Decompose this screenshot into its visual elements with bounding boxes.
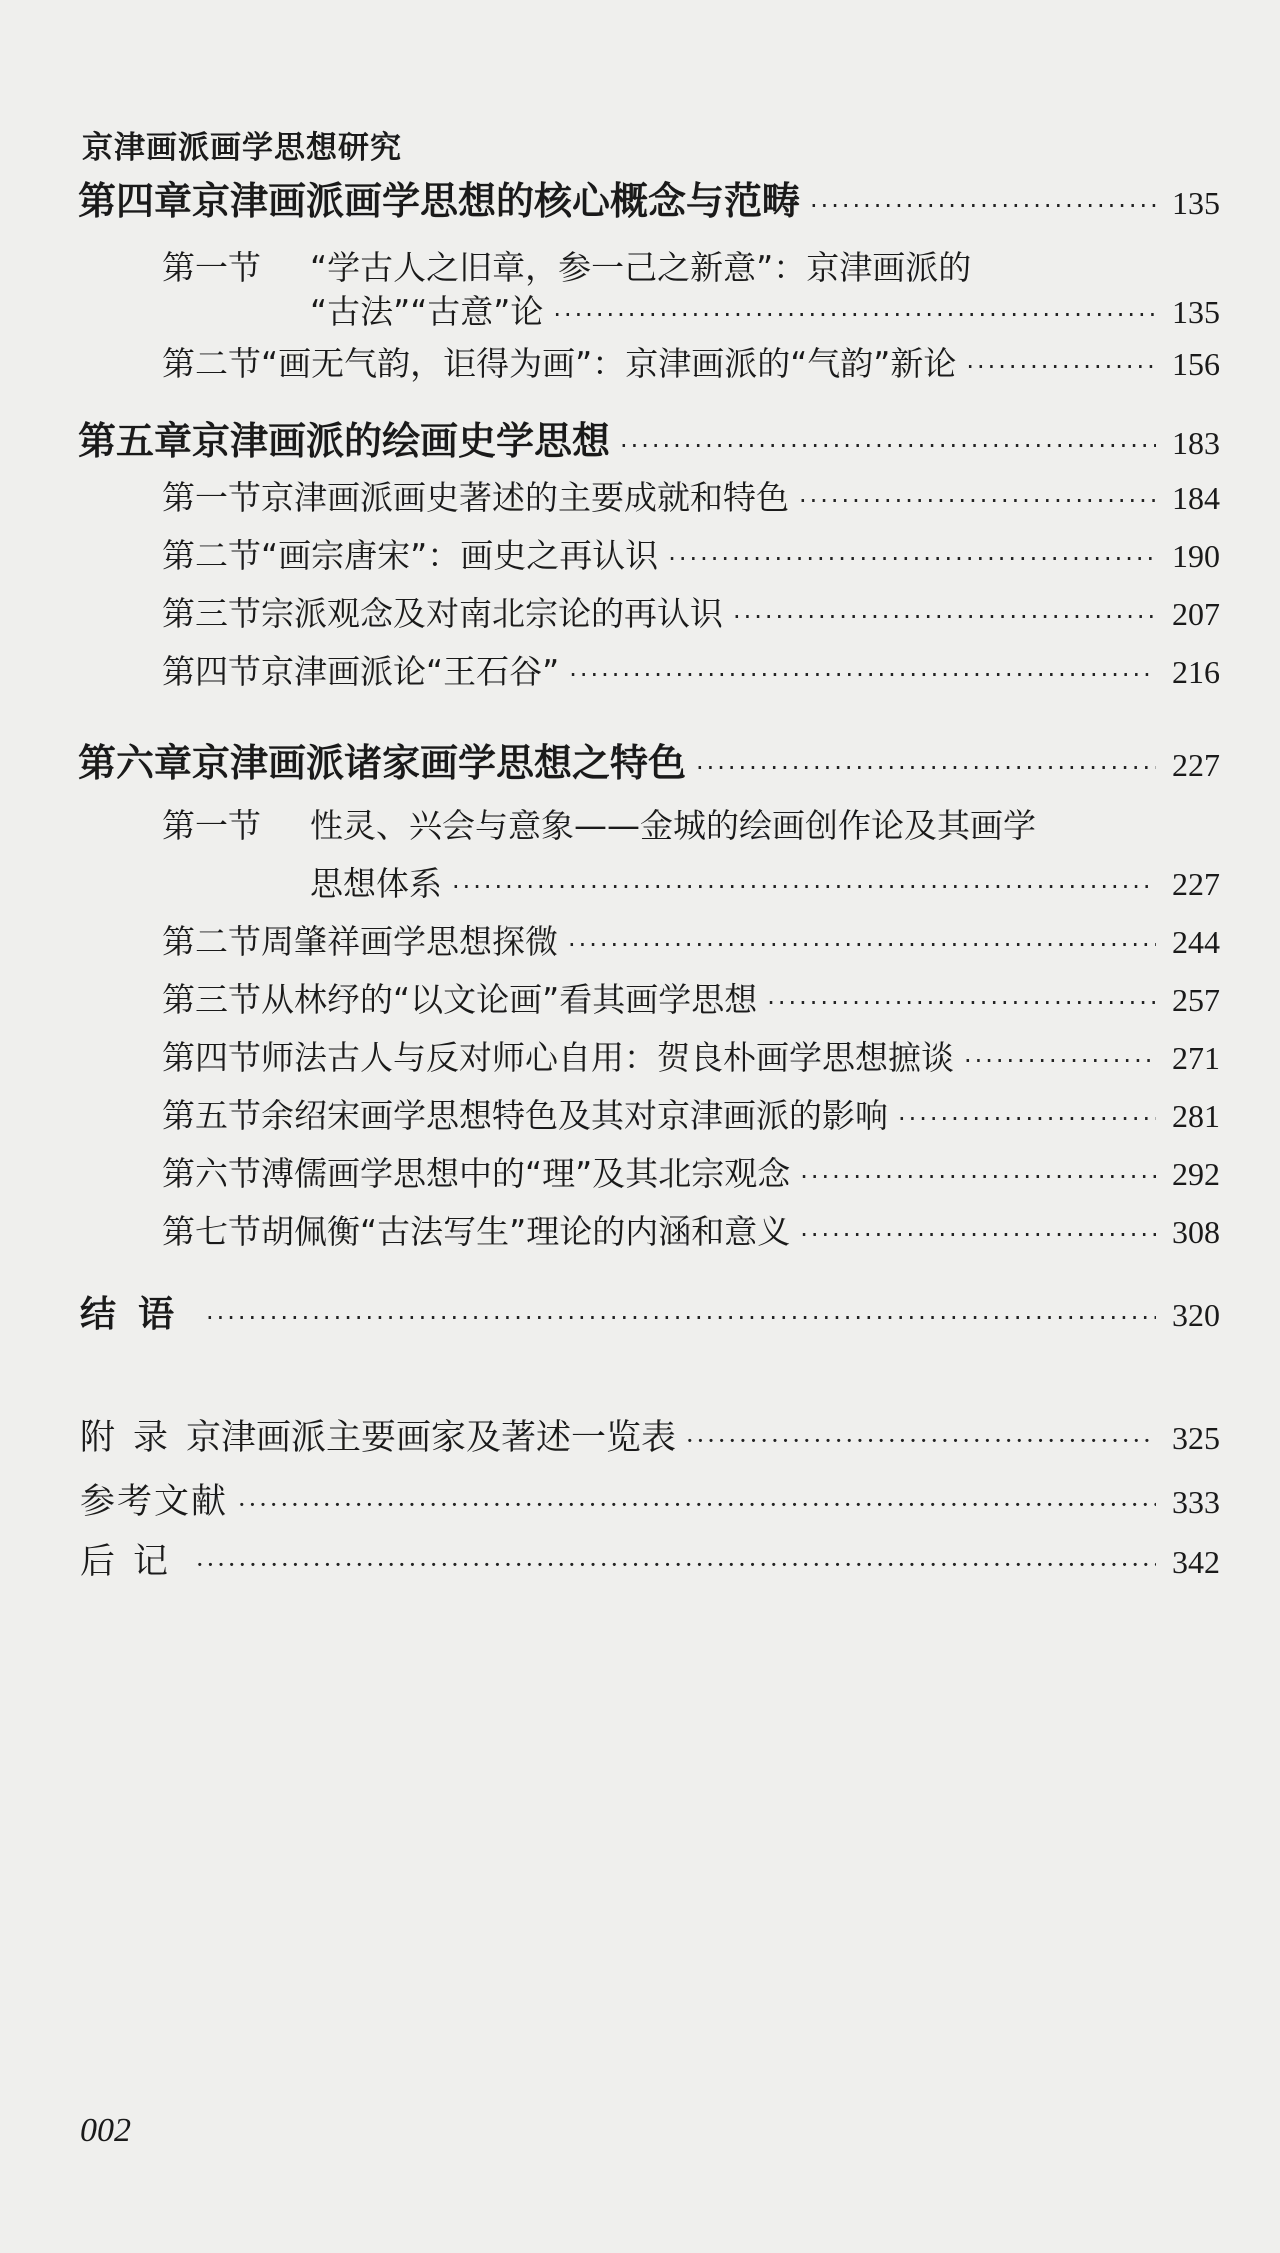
leader-dots [668,545,1156,573]
page-number: 227 [1172,866,1220,902]
section-label: 第三节 [162,980,261,1019]
postscript-label: 后记 [80,1542,187,1582]
section-label: 第二节 [162,922,261,961]
toc-chapter-4[interactable] [78,170,1220,225]
toc-section-6-1-cont[interactable] [310,858,1220,905]
toc-section-4-2[interactable] [162,338,1220,385]
chapter-title: 京津画派的绘画史学思想 [192,419,611,463]
section-title: 宗派观念及对南北宗论的再认识 [261,594,723,633]
toc-chapter-6[interactable] [78,732,1220,787]
section-title: “画宗唐宋”：画史之再认识 [261,536,659,575]
section-title: 溥儒画学思想中的“理”及其北宗观念 [261,1154,791,1193]
section-title: 师法古人与反对师心自用：贺良朴画学思想摭谈 [261,1038,954,1077]
section-label: 第四节 [162,1038,261,1077]
section-title: 京津画派论“王石谷” [261,652,560,691]
toc-section-6-2[interactable] [162,916,1220,963]
page-number: 135 [1172,185,1220,221]
page-number: 190 [1172,538,1220,574]
page-number: 227 [1172,747,1220,783]
toc-section-5-2[interactable] [162,530,1220,577]
toc-references[interactable] [80,1474,1220,1524]
leader-dots [733,603,1156,631]
page-number: 342 [1172,1544,1220,1580]
leader-dots [800,1163,1156,1191]
chapter-title: 京津画派诸家画学思想之特色 [192,741,687,785]
section-label: 第七节 [162,1212,261,1251]
section-label: 第二节 [162,536,261,575]
page-number: 216 [1172,654,1220,690]
section-label: 第一节 [162,806,261,845]
page-number: 244 [1172,924,1220,960]
section-title: 余绍宋画学思想特色及其对京津画派的影响 [261,1096,888,1135]
page-number: 281 [1172,1098,1220,1134]
toc-section-5-3[interactable] [162,588,1220,635]
section-title-line1: “学古人之旧章，参一己之新意”：京津画派的 [310,248,972,287]
toc-appendix[interactable] [80,1410,1220,1460]
section-title-line1: 性灵、兴会与意象——金城的绘画创作论及其画学 [310,806,1036,845]
toc-section-5-4[interactable] [162,646,1220,693]
leader-dots [696,754,1156,782]
toc-postscript[interactable] [80,1534,1220,1584]
leader-dots [898,1105,1156,1133]
leader-dots [966,353,1156,381]
section-title: 京津画派画史著述的主要成就和特色 [261,478,789,517]
chapter-title: 京津画派画学思想的核心概念与范畴 [192,179,801,223]
toc-section-6-5[interactable] [162,1090,1220,1137]
section-label: 第一节 [162,248,261,287]
section-label: 第一节 [162,478,261,517]
appendix-title: 京津画派主要画家及著述一览表 [186,1418,677,1458]
toc-conclusion[interactable] [80,1286,1220,1337]
running-head: 京津画派画学思想研究 [82,130,402,166]
toc-section-4-1[interactable] [162,242,971,289]
leader-dots [810,192,1156,220]
leader-dots [767,989,1156,1017]
section-title: 胡佩衡“古法写生”理论的内涵和意义 [261,1212,791,1251]
leader-dots [553,301,1156,329]
toc-section-6-6[interactable] [162,1148,1220,1195]
leader-dots [569,661,1156,689]
chapter-label: 第四章 [78,179,193,223]
section-label: 第二节 [162,344,261,383]
page-number: 271 [1172,1040,1220,1076]
section-title: 周肇祥画学思想探微 [261,922,558,961]
conclusion-label: 结语 [80,1294,197,1335]
page-number: 207 [1172,596,1220,632]
leader-dots [964,1047,1156,1075]
leader-dots [799,487,1156,515]
chapter-label: 第六章 [78,741,193,785]
section-title-line2: “古法”“古意”论 [310,292,544,331]
page-number: 183 [1172,425,1220,461]
leader-dots [452,873,1156,901]
section-label: 第三节 [162,594,261,633]
leader-dots [206,1304,1156,1332]
leader-dots [238,1491,1156,1519]
section-title: 从林纾的“以文论画”看其画学思想 [261,980,758,1019]
page-number: 184 [1172,480,1220,516]
toc-section-6-3[interactable] [162,974,1220,1021]
section-label: 第五节 [162,1096,261,1135]
chapter-label: 第五章 [78,419,193,463]
leader-dots [686,1427,1156,1455]
page-number: 308 [1172,1214,1220,1250]
toc-section-6-7[interactable] [162,1206,1220,1253]
leader-dots [620,432,1156,460]
toc-section-4-1-cont[interactable] [310,286,1220,333]
page-number: 257 [1172,982,1220,1018]
page-number: 292 [1172,1156,1220,1192]
leader-dots [196,1551,1156,1579]
toc-section-6-1[interactable] [162,800,1036,847]
page-number: 135 [1172,294,1220,330]
toc-section-6-4[interactable] [162,1032,1220,1079]
section-title-line2: 思想体系 [310,864,442,903]
page-number: 156 [1172,346,1220,382]
toc-section-5-1[interactable] [162,472,1220,519]
section-title: “画无气韵，讵得为画”：京津画派的“气韵”新论 [261,344,957,383]
leader-dots [800,1221,1156,1249]
section-label: 第六节 [162,1154,261,1193]
page-number: 320 [1172,1297,1220,1333]
leader-dots [568,931,1156,959]
toc-chapter-5[interactable] [78,410,1220,465]
appendix-label: 附录 [80,1418,187,1458]
page-number: 325 [1172,1420,1220,1456]
references-label: 参考文献 [80,1482,229,1522]
page-folio: 002 [80,2112,131,2149]
section-label: 第四节 [162,652,261,691]
page-number: 333 [1172,1484,1220,1520]
